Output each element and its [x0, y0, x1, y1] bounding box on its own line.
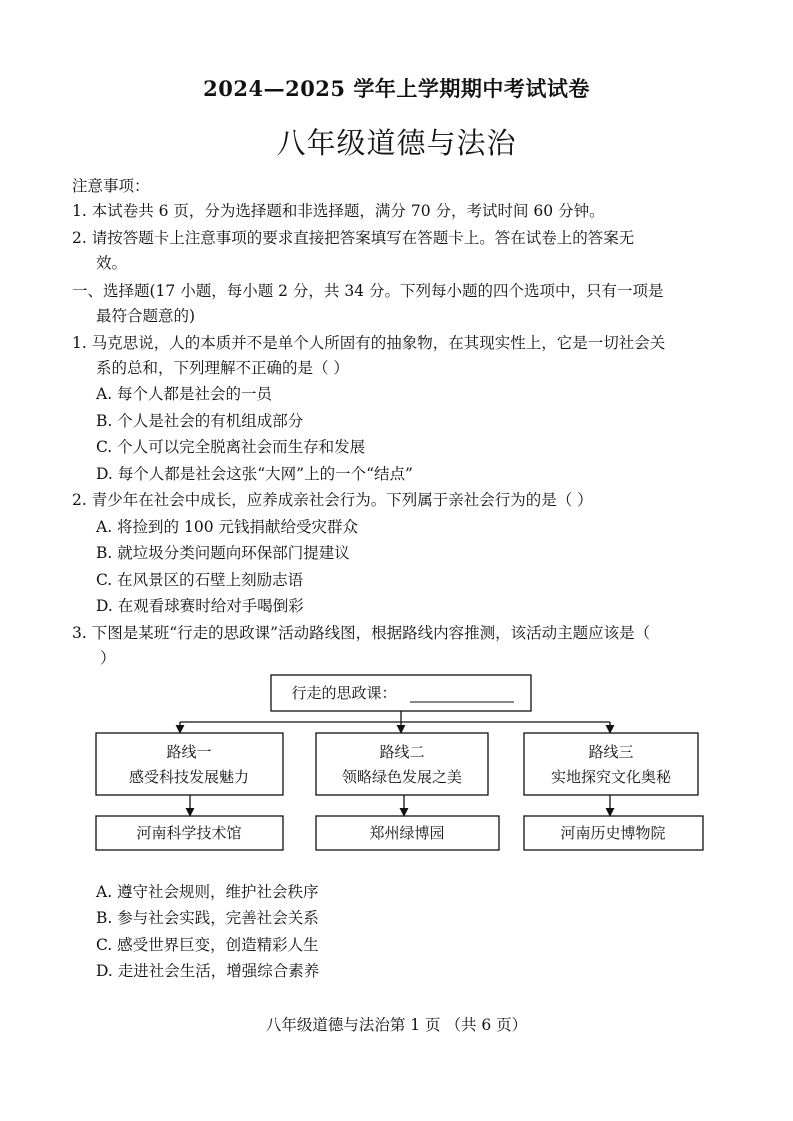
question-2-option-b: B. 就垃圾分类问题向环保部门提建议 [96, 544, 350, 562]
route-1-name: 路线一 [166, 743, 212, 761]
section-heading-line-2: 最符合题意的) [96, 307, 196, 325]
question-3-option-d: D. 走进社会生活，增强综合素养 [96, 962, 320, 980]
question-1-option-d: D. 每个人都是社会这张“大网”上的一个“结点” [96, 465, 413, 483]
note-item-2-line-1: 2. 请按答题卡上注意事项的要求直接把答案填写在答题卡上。答在试卷上的答案无 [72, 229, 635, 247]
page-footer: 八年级道德与法治第 1 页 （共 6 页） [265, 1016, 528, 1034]
question-3-stem-line-2: ） [100, 649, 116, 667]
exam-subject: 八年级道德与法治 [276, 126, 517, 160]
note-item-1: 1. 本试卷共 6 页，分为选择题和非选择题，满分 70 分，考试时间 60 分钟。 [72, 202, 605, 220]
section-heading-line-1: 一、选择题(17 小题，每小题 2 分，共 34 分。下列每小题的四个选项中，只有一项是 [72, 282, 664, 300]
question-2-option-d: D. 在观看球赛时给对手喝倒彩 [96, 597, 304, 615]
question-1-option-c: C. 个人可以完全脱离社会而生存和发展 [96, 438, 366, 456]
place-2: 郑州绿博园 [369, 824, 445, 842]
question-3-stem-line-1: 3. 下图是某班“行走的思政课”活动路线图，根据路线内容推测，该活动主题应该是（ [72, 624, 651, 642]
route-3-desc: 实地探究文化奥秘 [550, 768, 672, 786]
route-1-desc: 感受科技发展魅力 [128, 768, 250, 786]
question-1-option-b: B. 个人是社会的有机组成部分 [96, 412, 304, 430]
question-3-option-a: A. 遵守社会规则，维护社会秩序 [96, 883, 319, 901]
question-1-stem-line-1: 1. 马克思说，人的本质并不是单个人所固有的抽象物，在其现实性上，它是一切社会关 [72, 334, 666, 352]
place-1: 河南科学技术馆 [136, 824, 242, 842]
notes-heading: 注意事项： [72, 177, 150, 195]
exam-title: 2024—2025 学年上学期期中考试试卷 [203, 76, 590, 101]
route-3-name: 路线三 [588, 743, 634, 761]
note-item-2-line-2: 效。 [96, 254, 128, 272]
question-3-option-c: C. 感受世界巨变，创造精彩人生 [96, 936, 319, 954]
question-2-option-a: A. 将捡到的 100 元钱捐献给受灾群众 [96, 518, 358, 536]
question-2-option-c: C. 在风景区的石壁上刻励志语 [96, 571, 304, 589]
place-3: 河南历史博物院 [560, 824, 666, 842]
route-2-desc: 领略绿色发展之美 [341, 768, 463, 786]
question-1-option-a: A. 每个人都是社会的一员 [96, 385, 273, 403]
diagram-top-label: 行走的思政课： [291, 684, 397, 702]
route-2-name: 路线二 [379, 743, 425, 761]
question-2-stem: 2. 青少年在社会中成长，应养成亲社会行为。下列属于亲社会行为的是（ ） [72, 491, 593, 509]
question-1-stem-line-2: 系的总和，下列理解不正确的是（ ） [96, 359, 349, 377]
question-3-option-b: B. 参与社会实践，完善社会关系 [96, 909, 319, 927]
